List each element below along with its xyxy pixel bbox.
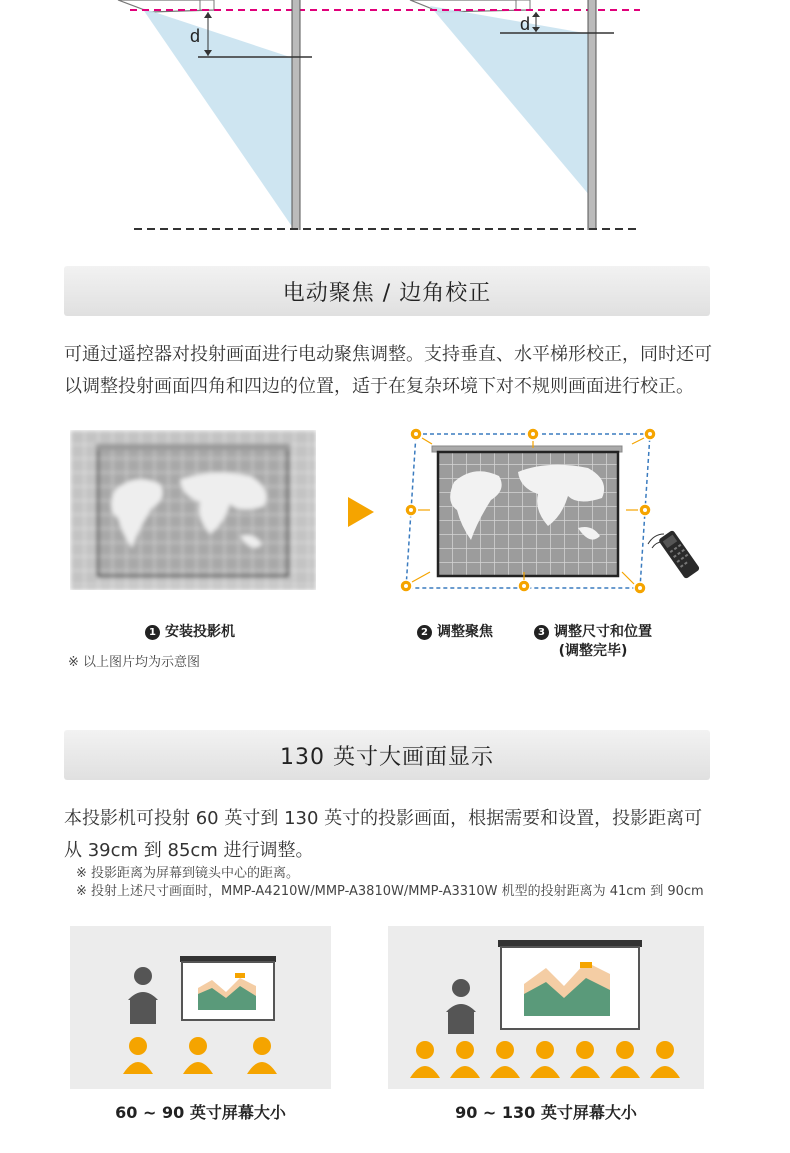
distance-note-2: ※ 投射上述尺寸画面时，MMP-A4210W/MMP-A3810W/MMP-A3310W 机型的投射距离为 41cm 到 90cm xyxy=(76,884,704,899)
step2-caption xyxy=(400,623,510,642)
focus-description: 可通过遥控器对投射画面进行电动聚焦调整。支持垂直、水平梯形校正，同时还可以调整投射画面四角和四边的位置，适于在复杂环境下对不规则画面进行校正。 xyxy=(64,344,712,397)
section-title-focus: 电动聚焦 / 边角校正 xyxy=(64,266,710,316)
corrected-screen-image xyxy=(396,422,706,600)
remote-control-icon xyxy=(658,530,700,580)
step3-sublabel: (调整完毕) xyxy=(558,643,628,659)
projection-distance-diagram xyxy=(0,0,790,240)
blurry-screen-image xyxy=(70,430,316,590)
step3-caption xyxy=(518,623,668,661)
large-screen-caption: 90 ~ 130 英寸屏幕大小 xyxy=(455,1103,637,1122)
right-d-label: d xyxy=(520,14,531,34)
step1-caption xyxy=(120,623,260,642)
section-title-large-screen: 130 英寸大画面显示 xyxy=(64,730,710,780)
small-screen-caption: 60 ~ 90 英寸屏幕大小 xyxy=(115,1103,286,1122)
next-step-arrow-icon xyxy=(348,497,374,527)
distance-note-1: ※ 投影距离为屏幕到镜头中心的距离。 xyxy=(76,866,300,881)
small-room-panel xyxy=(70,926,331,1089)
step3-number: 3 xyxy=(534,625,549,640)
audience-icons xyxy=(410,1041,680,1078)
right-beam xyxy=(430,6,590,196)
left-wall xyxy=(292,0,300,230)
step1-label: 安装投影机 xyxy=(165,624,235,640)
audience-icons xyxy=(123,1037,277,1074)
right-wall xyxy=(588,0,596,230)
left-beam xyxy=(142,8,293,228)
large-room-panel xyxy=(388,926,704,1089)
illustration-note: ※ 以上图片均为示意图 xyxy=(68,655,201,670)
presenter-icon xyxy=(128,967,158,1024)
step3-label: 调整尺寸和位置 xyxy=(554,624,652,640)
step2-label: 调整聚焦 xyxy=(437,624,493,640)
step1-number: 1 xyxy=(145,625,160,640)
presenter-icon xyxy=(446,979,476,1034)
left-d-label: d xyxy=(190,26,201,46)
large-screen-description: 本投影机可投射 60 英寸到 130 英寸的投影画面，根据需要和设置，投影距离可从 39cm 到 85cm 进行调整。 xyxy=(64,808,703,861)
step2-number: 2 xyxy=(417,625,432,640)
